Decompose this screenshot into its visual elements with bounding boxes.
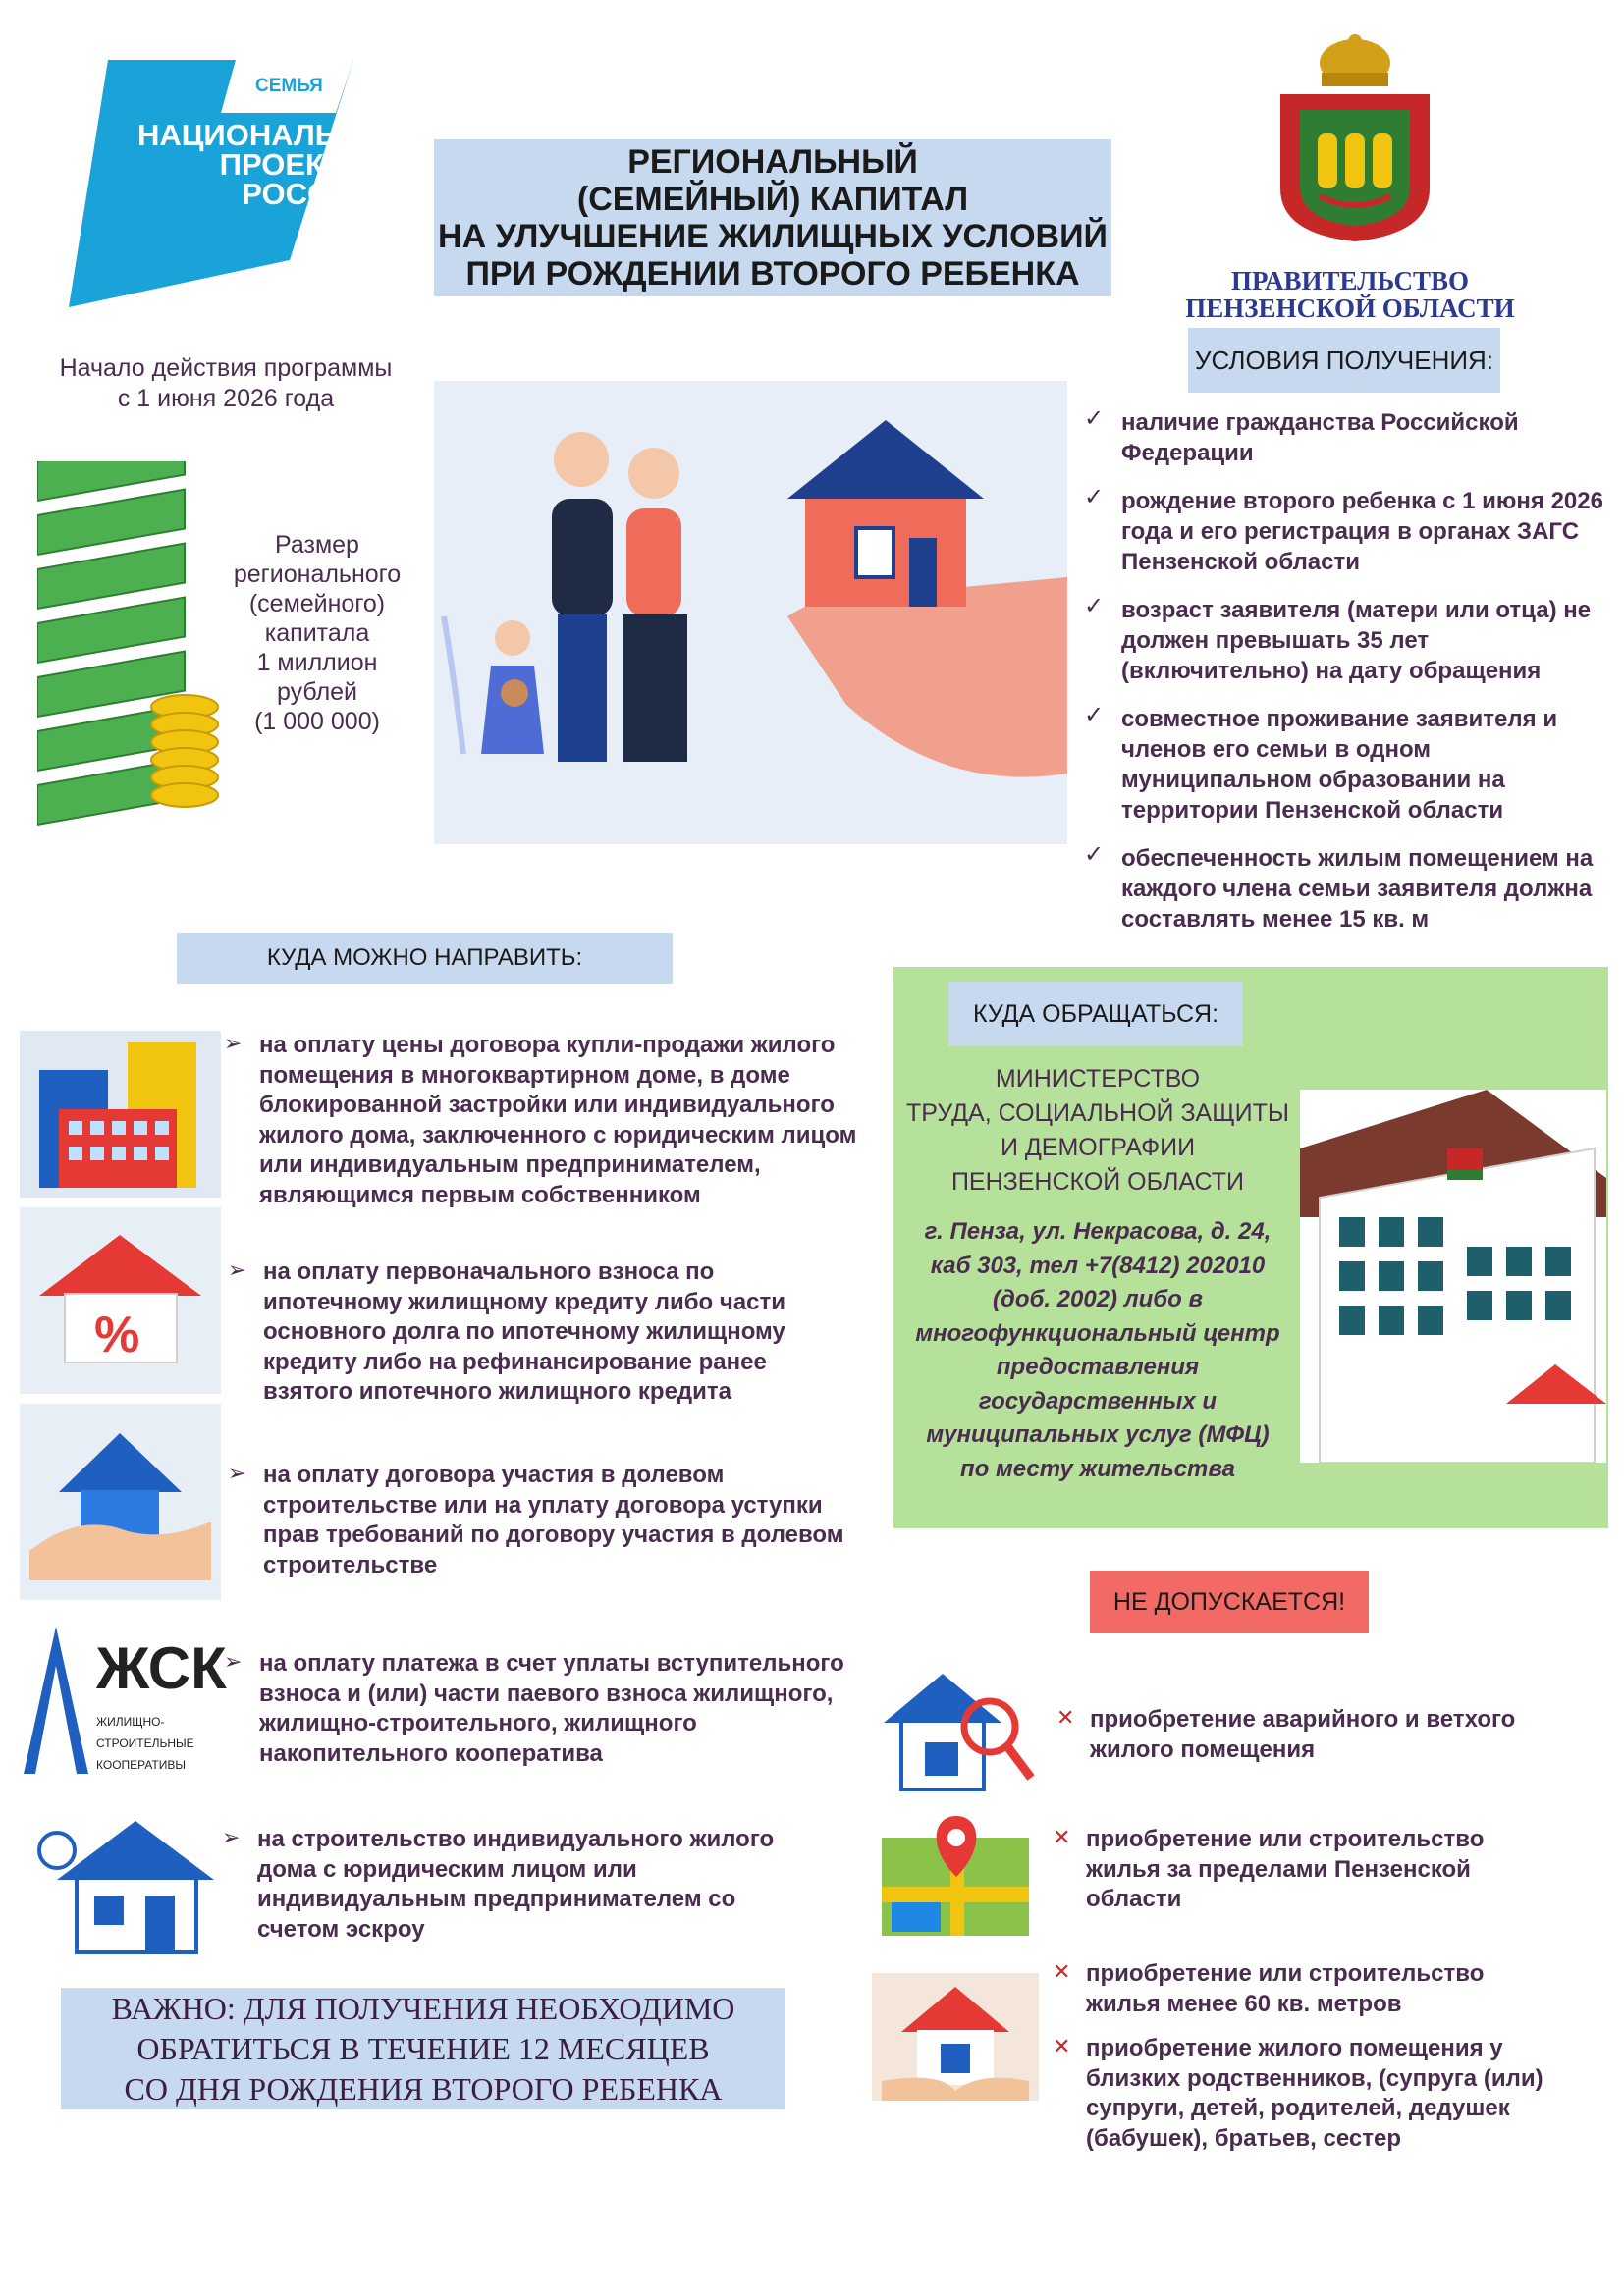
list-item: ➢ на строительство индивидуального жилого дома с юридическим лицом или индивидуальным предпринимателем со счетом эскроу <box>222 1825 775 1943</box>
list-item: ✓ совместное проживание заявителя и членов его семьи в одном муниципальном образовании на территории Пензенской области <box>1084 702 1558 824</box>
list-item: ✓ обеспеченность жилым помещением на каждого члена семьи заявителя должна составлять менее 15 кв. м <box>1084 841 1594 933</box>
coat-of-arms-icon <box>1267 31 1443 247</box>
logo-text: НАЦИОНАЛЬНЫЕ ПРОЕКТЫ РОССИИ <box>137 118 409 211</box>
important-note: ВАЖНО: ДЛЯ ПОЛУЧЕНИЯ НЕОБХОДИМО ОБРАТИТЬСЯ В ТЕЧЕНИЕ 12 МЕСЯЦЕВ СО ДНЯ РОЖДЕНИЯ ВТОРОГО РЕБЕНКА <box>61 1988 785 2109</box>
zhsk-subtitle: ЖИЛИЩНО-СТРОИТЕЛЬНЫЕ КООПЕРАТИВЫ <box>96 1715 194 1772</box>
checkmark-icon: ✓ <box>1084 702 1105 728</box>
checkmark-icon: ✓ <box>1084 484 1105 510</box>
family-house-illustration <box>434 381 1067 844</box>
zhsk-title: ЖСК <box>96 1635 227 1701</box>
apartment-building-icon <box>20 1031 221 1198</box>
cross-icon: ✕ <box>1056 1705 1075 1730</box>
page-title: РЕГИОНАЛЬНЫЙ (СЕМЕЙНЫЙ) КАПИТАЛ НА УЛУЧШЕНИЕ ЖИЛИЩНЫХ УСЛОВИЙ ПРИ РОЖДЕНИИ ВТОРОГО РЕБЕНКА <box>434 139 1111 296</box>
zhsk-building-icon <box>22 1627 90 1774</box>
list-item: ➢ на оплату первоначального взноса по ипотечному жилищному кредиту либо части основного долга по ипотечному жилищному кредиту либо на рефинансирование ранее взятого ипотечного жилищного кредита <box>228 1257 786 1405</box>
cross-icon: ✕ <box>1053 1825 1071 1849</box>
arrow-icon: ➢ <box>228 1257 246 1282</box>
hands-house-icon <box>20 1404 221 1600</box>
checkmark-icon: ✓ <box>1084 593 1105 619</box>
conditions-heading: УСЛОВИЯ ПОЛУЧЕНИЯ: <box>1188 328 1500 393</box>
list-item: ➢ на оплату платежа в счет уплаты вступительного взноса и (или) части паевого взноса жилищного, жилищно-строительного, жилищного накопительного кооператива <box>224 1649 844 1767</box>
arrow-icon: ➢ <box>224 1031 243 1055</box>
list-item: ➢ на оплату цены договора купли-продажи жилого помещения в многоквартирном доме, в доме блокированной застройки или индивидуального жилого дома, заключенного с юридическим лицом или индивидуальным предпринимателем, являющимся первым собственником <box>224 1031 857 1208</box>
list-item: ✕ приобретение аварийного и ветхого жилого помещения <box>1056 1705 1516 1763</box>
house-search-icon <box>874 1664 1041 1801</box>
small-house-icon <box>872 1973 1039 2101</box>
house-construction-icon <box>27 1811 219 1958</box>
list-item: ✓ возраст заявителя (матери или отца) не должен превышать 35 лет (включительно) на дату обращения <box>1084 593 1592 684</box>
uses-heading: КУДА МОЖНО НАПРАВИТЬ: <box>177 933 673 984</box>
zhsk-logo <box>20 1625 227 1782</box>
list-item: ➢ на оплату договора участия в долевом строительстве или на уплату договора уступки прав требований по договору участия в долевом строительстве <box>228 1461 844 1578</box>
not-allowed-heading: НЕ ДОПУСКАЕТСЯ! <box>1090 1571 1369 1633</box>
arrow-icon: ➢ <box>224 1649 243 1674</box>
percent-label: % <box>94 1307 140 1363</box>
arrow-icon: ➢ <box>222 1825 241 1849</box>
money-icon <box>37 461 224 854</box>
national-projects-logo <box>49 54 409 319</box>
list-item: ✕ приобретение или строительство жилья менее 60 кв. метров <box>1053 1959 1485 2017</box>
list-item: ✕ приобретение или строительство жилья за пределами Пензенской области <box>1053 1825 1485 1912</box>
checkmark-icon: ✓ <box>1084 405 1105 432</box>
contact-address: г. Пенза, ул. Некрасова, д. 24, каб 303, тел +7(8412) 202010 (доб. 2002) либо в многофункциональный центр предоставления государственных и муниципальных услуг (МФЦ) по месту жительства <box>915 1218 1280 1482</box>
government-label: ПРАВИТЕЛЬСТВО ПЕНЗЕНСКОЙ ОБЛАСТИ <box>1185 266 1515 323</box>
ministry-name: МИНИСТЕРСТВО ТРУДА, СОЦИАЛЬНОЙ ЗАЩИТЫ И ДЕМОГРАФИИ ПЕНЗЕНСКОЙ ОБЛАСТИ <box>905 1065 1290 1196</box>
logo-semya: СЕМЬЯ <box>255 76 323 96</box>
government-building-icon <box>1300 1090 1606 1463</box>
cross-icon: ✕ <box>1053 2034 1071 2058</box>
list-item: ✕ приобретение жилого помещения у близких родственников, (супруга (или) супруги, детей, родителей, дедушек (бабушек), братьев, сестер <box>1053 2034 1543 2152</box>
contact-heading: КУДА ОБРАЩАТЬСЯ: <box>948 982 1243 1046</box>
list-item: ✓ наличие гражданства Российской Федерации <box>1084 405 1519 466</box>
mortgage-house-icon <box>20 1207 221 1394</box>
list-item: ✓ рождение второго ребенка с 1 июня 2026 года и его регистрация в органах ЗАГС Пензенской области <box>1084 484 1603 575</box>
map-pin-icon <box>872 1808 1039 1946</box>
arrow-icon: ➢ <box>228 1461 246 1485</box>
checkmark-icon: ✓ <box>1084 841 1105 868</box>
conditions-list <box>1080 407 1610 952</box>
program-start: Начало действия программы с 1 июня 2026 года <box>59 354 393 412</box>
capital-size: Размер регионального (семейного) капитала 1 миллион рублей (1 000 000) <box>233 531 402 735</box>
cross-icon: ✕ <box>1053 1959 1071 1984</box>
